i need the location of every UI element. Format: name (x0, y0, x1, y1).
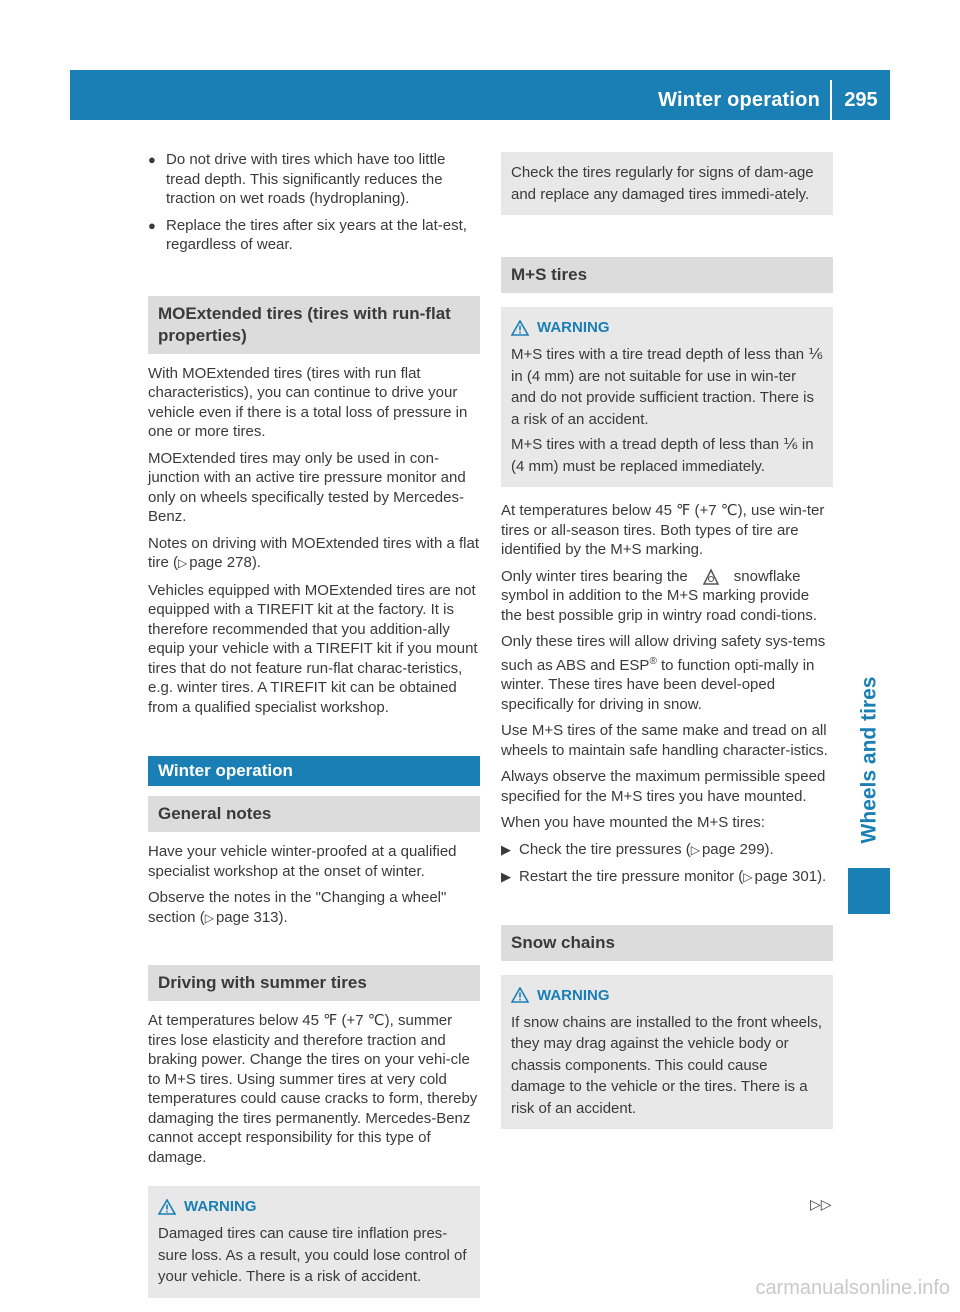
warning-title: WARNING (158, 1198, 470, 1215)
side-tab-label: Wheels and tires (857, 676, 881, 844)
ms-tires-heading: M+S tires (501, 257, 833, 293)
list-item: ● Do not drive with tires which have too little tread depth. This significantly reduces the traction on wet roads (hydroplaning). (148, 151, 446, 207)
ms-paragraph: At temperatures below 45 ℉ (+7 ℃), use win-ter tires or all-season tires. Both types of tire are identified by the M+S marking. (501, 502, 825, 558)
snow-chains-heading: Snow chains (501, 925, 833, 961)
winter-operation-heading: Winter operation (148, 756, 480, 786)
page-ref-link[interactable]: page 301 (754, 868, 818, 885)
summer-warning-box (148, 1186, 480, 1298)
warning-title: WARNING (511, 987, 823, 1004)
tread-bullets (148, 150, 480, 255)
header-title: Winter operation (658, 89, 820, 111)
moextended-paragraph: MOExtended tires may only be used in con-junction with an active tire pressure monitor and only on wheels specifically tested by Mercedes-Benz. (148, 449, 466, 525)
general-paragraph: Have your vehicle winter-proofed at a qualified specialist workshop at the onset of winter. (148, 843, 457, 880)
header-separator (830, 80, 832, 120)
warning-triangle-icon (511, 987, 529, 1003)
continued-icon: ▷▷ (810, 1196, 832, 1212)
list-item: ● Replace the tires after six years at the lat-est, regardless of wear. (148, 216, 467, 253)
ms-paragraph: Use M+S tires of the same make and tread on all wheels to maintain safe handling character-istics. (501, 722, 828, 759)
list-item: ▶ Check the tire pressures (▷ page 299). (501, 840, 774, 858)
side-tab-marker (848, 868, 890, 914)
warning-text: If snow chains are installed to the front wheels, they may drag against the vehicle body or chassis components. This could cause damage to the vehicle or the tires. There is a risk of an accident. (511, 1013, 823, 1117)
moextended-paragraph: Vehicles equipped with MOExtended tires are not equipped with a TIREFIT kit at the factory. It is therefore recommended that you addition-ally equip your vehicle with a TIREFIT kit if you mount tires that do not feature run-flat charac-teristics, e.g. winter tires. A TIREFIT kit can be obtained from a qualified specialist workshop. (148, 581, 478, 716)
snow-warning-box (501, 975, 833, 1130)
warning-triangle-icon (158, 1199, 176, 1215)
moextended-paragraph: With MOExtended tires (tires with run flat characteristics), you can continue to drive your vehicle even if there is a total loss of pressure in one or more tires. (148, 364, 468, 440)
step-arrow-icon: ▶ (501, 869, 511, 884)
general-notes-heading: General notes (148, 796, 480, 832)
header-bar (70, 70, 890, 120)
summer-paragraph: At temperatures below 45 ℉ (+7 ℃), summer tires lose elasticity and therefore traction and braking power. Change the tires on your vehi-cle to M+S tires. Using summer tires at very cold temperatures could cause cracks to form, thereby damaging the tires permanently. Mercedes-Benz cannot accept responsibility for this type of damage. (148, 1012, 478, 1166)
warning-text: M+S tires with a tire tread depth of less than ⅙ in (4 mm) are not suitable for use in win-ter and do not provide sufficient traction. There is a risk of an accident. (511, 346, 823, 428)
moextended-heading: MOExtended tires (tires with run-flat properties) (148, 296, 480, 354)
page-ref-link[interactable]: page 313 (215, 908, 279, 926)
warning-text: Damaged tires can cause tire inflation pres-sure loss. As a result, you could lose control of your vehicle. There is a risk of accident. (158, 1225, 467, 1285)
ms-paragraph: When you have mounted the M+S tires: (501, 814, 765, 831)
page-ref-arrow-icon: ▷ (178, 556, 188, 570)
side-tab (848, 650, 890, 870)
warning-title: WARNING (511, 319, 823, 336)
general-paragraph: Observe the notes in the "Changing a wheel" section (▷ page 313). (148, 889, 447, 926)
page-ref-arrow-icon: ▷ (743, 870, 753, 884)
check-tires-box (501, 152, 833, 215)
list-item: ▶ Restart the tire pressure monitor (▷ page 301). (501, 868, 827, 885)
page-ref-link[interactable]: page 299 (701, 840, 765, 858)
ms-paragraph: Only these tires will allow driving safety sys-tems such as ABS and ESP® to function opti-mally in winter. These tires have been devel-oped specifically for driving in snow. (501, 633, 826, 713)
ms-steps (501, 840, 833, 888)
ms-warning-box (501, 307, 833, 487)
ms-paragraph: Always observe the maximum permissible speed specified for the M+S tires you have mounted. (501, 768, 826, 805)
check-tires-text: Check the tires regularly for signs of dam-age and replace any damaged tires immedi-ately. (511, 164, 814, 203)
snowflake-mountain-icon (702, 568, 720, 586)
warning-triangle-icon (511, 320, 529, 336)
summer-tires-heading: Driving with summer tires (148, 965, 480, 1001)
bullet-icon: ● (148, 217, 156, 233)
page-number: 295 (844, 89, 878, 111)
right-column (501, 150, 833, 1143)
bullet-icon: ● (148, 152, 156, 167)
page-ref-arrow-icon: ▷ (690, 842, 700, 857)
page-ref-arrow-icon: ▷ (204, 910, 214, 925)
warning-text: M+S tires with a tread depth of less than ⅙ in (4 mm) must be replaced immediately. (511, 436, 814, 475)
footer-watermark: carmanualsonline.info (755, 1277, 950, 1299)
step-arrow-icon: ▶ (501, 841, 511, 857)
ms-paragraph: Only winter tires bearing the snowflake symbol in addition to the M+S marking provide the best possible grip in wintry road condi-tions. (501, 567, 817, 624)
left-column (148, 150, 480, 1312)
moextended-paragraph: Notes on driving with MOExtended tires with a flat tire (▷ page 278). (148, 534, 479, 571)
page-ref-link[interactable]: page 278 (189, 554, 252, 571)
